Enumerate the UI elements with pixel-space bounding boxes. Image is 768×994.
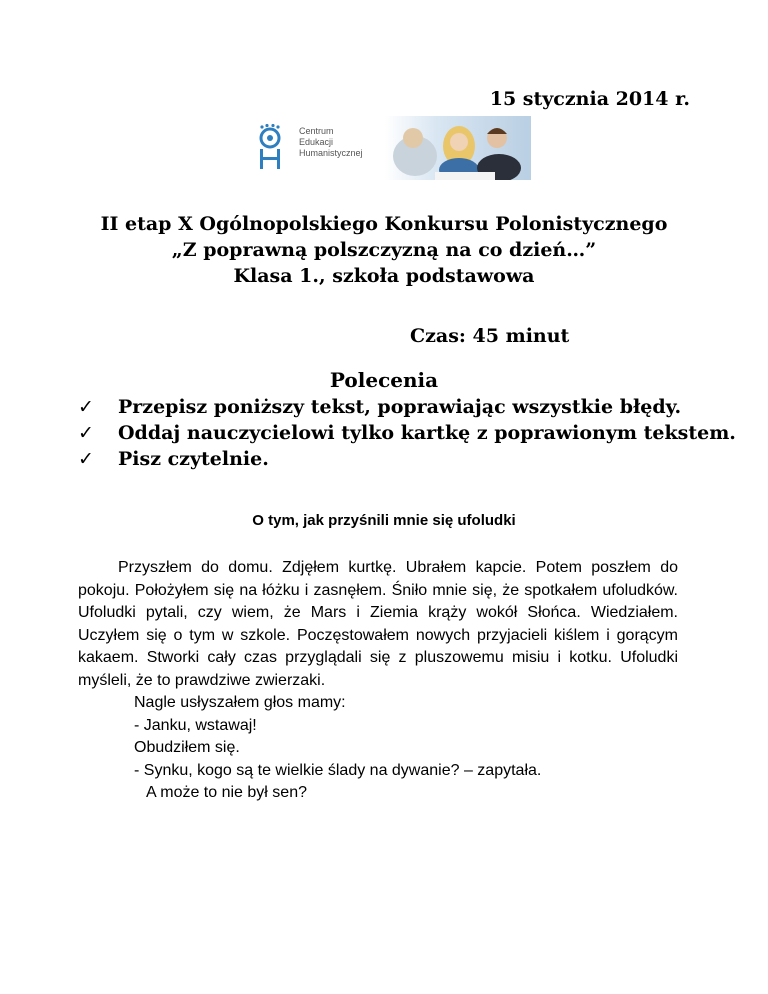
checkmark-icon: ✓ (78, 448, 94, 470)
logo-line: Humanistycznej (299, 148, 363, 158)
students-photo (385, 116, 531, 180)
checkmark-icon: ✓ (78, 422, 94, 444)
story-line: Nagle usłyszałem głos mamy: (134, 694, 346, 711)
command-item (78, 394, 736, 420)
contest-motto: „Z poprawną polszczyzną na co dzień…” (171, 239, 597, 261)
commands-list (78, 394, 736, 472)
story-line: Obudziłem się. (134, 739, 240, 756)
story-line: - Janku, wstawaj! (134, 716, 257, 734)
story-title: O tym, jak przyśnili mnie się ufoludki (252, 512, 516, 529)
logo-line: Centrum (299, 126, 334, 136)
time-limit: Czas: 45 minut (410, 325, 570, 347)
command-item (78, 446, 736, 472)
command-text: Przepisz poniższy tekst, poprawiając wszystkie błędy. (118, 396, 682, 418)
ceh-logo-icon (255, 124, 285, 170)
story-line: A może to nie był sen? (146, 784, 307, 801)
contest-class: Klasa 1., szkoła podstawowa (233, 265, 535, 287)
command-item (78, 420, 736, 446)
command-text: Pisz czytelnie. (118, 448, 269, 470)
contest-title: II etap X Ogólnopolskiego Konkursu Polonistycznego (100, 213, 668, 235)
commands-title: Polecenia (329, 368, 439, 392)
story-text (78, 557, 678, 805)
checkmark-icon: ✓ (78, 396, 94, 418)
story-paragraph: Przyszłem do domu. Zdjęłem kurtkę. Ubrałem kapcie. Potem poszłem do pokoju. Położyłem się na łóżku i zasnęłem. Śniło mnie się, że spotkałem ufoludków. Ufoludki pytali, czy wiem, że Mars i Ziemia krąży wokół Słońca. Wiedziałem. Uczyłem się o tym w szkole. Poczęstowałem nowych przyjacieli kiślem i gorącym kakaem. Stworki cały czas przyglądali się z pluszowemu misiu i kotku. Ufoludki myśleli, że to prawdziwe zwierzaki. (78, 559, 678, 689)
contest-header (0, 211, 768, 289)
story-line: - Synku, kogo są te wielkie ślady na dywanie? – zapytała. (134, 761, 542, 779)
logo-text (299, 126, 363, 159)
logo-block (243, 116, 533, 182)
logo-line: Edukacji (299, 137, 334, 147)
command-text: Oddaj nauczycielowi tylko kartkę z poprawionym tekstem. (118, 422, 736, 444)
date: 15 stycznia 2014 r. (489, 88, 690, 110)
